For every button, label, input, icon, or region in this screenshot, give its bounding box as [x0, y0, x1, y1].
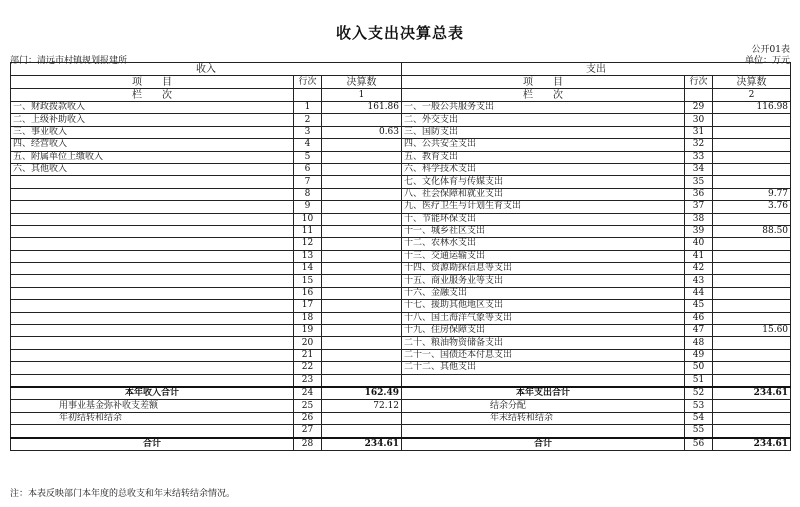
table-row [11, 126, 791, 138]
expense-amount: 15.60 [713, 325, 791, 337]
income-item [11, 176, 294, 188]
expense-item: 十四、资源勘探信息等支出 [402, 263, 685, 275]
income-item [11, 287, 294, 299]
expense-item: 十二、农林水支出 [402, 238, 685, 250]
expense-amount [713, 139, 791, 151]
income-item: 二、上级补助收入 [11, 114, 294, 126]
income-line: 11 [294, 225, 322, 237]
income-item: 一、财政拨款收入 [11, 102, 294, 114]
expense-line-header: 行次 [685, 76, 713, 89]
year-income-total-line: 24 [294, 387, 322, 400]
expense-amount [713, 287, 791, 299]
fund-label: 用事业基金弥补收支差额 [11, 400, 294, 412]
income-amount [322, 151, 402, 163]
income-item [11, 362, 294, 374]
income-line: 13 [294, 250, 322, 262]
income-line: 10 [294, 213, 322, 225]
expense-item: 十六、金融支出 [402, 287, 685, 299]
expense-amount [713, 362, 791, 374]
income-line: 3 [294, 126, 322, 138]
end-carryover-amount [713, 412, 791, 424]
table-row [11, 238, 791, 250]
table-row [11, 114, 791, 126]
income-line: 1 [294, 102, 322, 114]
report-title: 收入支出决算总表 [335, 24, 464, 42]
expense-amount: 88.50 [713, 225, 791, 237]
income-amount [322, 176, 402, 188]
footnote: 注：本表反映部门本年度的总收支和年末结转结余情况。 [10, 489, 236, 499]
expense-item: 十八、国土海洋气象等支出 [402, 312, 685, 324]
expense-amount [713, 337, 791, 349]
income-amount [322, 349, 402, 361]
income-line: 20 [294, 337, 322, 349]
expense-section-header: 支出 [402, 63, 791, 76]
expense-line: 37 [685, 201, 713, 213]
income-item-header: 项 目 [11, 76, 294, 89]
year-total-row [11, 387, 791, 400]
income-item [11, 374, 294, 387]
expense-amount [713, 263, 791, 275]
section-header-row [11, 63, 791, 76]
income-amount [322, 275, 402, 287]
expense-line: 51 [685, 374, 713, 387]
income-amount [322, 300, 402, 312]
expense-item: 十五、商业服务业等支出 [402, 275, 685, 287]
table-row [11, 201, 791, 213]
surplus-distribution-line: 53 [685, 400, 713, 412]
blank-row [11, 425, 791, 438]
expense-line: 50 [685, 362, 713, 374]
expense-item: 七、文化体育与传媒支出 [402, 176, 685, 188]
income-item [11, 188, 294, 200]
income-item [11, 337, 294, 349]
table-row [11, 337, 791, 349]
expense-amount [713, 312, 791, 324]
income-amount [322, 337, 402, 349]
expense-column-label: 栏 次 [402, 89, 685, 102]
expense-line: 43 [685, 275, 713, 287]
expense-line: 35 [685, 176, 713, 188]
expense-line: 38 [685, 213, 713, 225]
expense-amount: 116.98 [713, 102, 791, 114]
table-row [11, 325, 791, 337]
expense-line: 48 [685, 337, 713, 349]
expense-line: 33 [685, 151, 713, 163]
table-row [11, 225, 791, 237]
income-item [11, 275, 294, 287]
expense-line: 42 [685, 263, 713, 275]
expense-column-number: 2 [713, 89, 791, 102]
income-amount [322, 201, 402, 213]
expense-line: 47 [685, 325, 713, 337]
income-item: 五、附属单位上缴收入 [11, 151, 294, 163]
income-item: 三、事业收入 [11, 126, 294, 138]
income-amount [322, 374, 402, 387]
income-amount [322, 250, 402, 262]
expense-line: 40 [685, 238, 713, 250]
department-label: 部门：清远市村镇规划报建所 [10, 56, 128, 66]
expense-line: 41 [685, 250, 713, 262]
income-item [11, 325, 294, 337]
table-row [11, 374, 791, 387]
fund-row [11, 400, 791, 412]
table-row [11, 213, 791, 225]
begin-carryover-label: 年初结转和结余 [11, 412, 294, 424]
income-item [11, 201, 294, 213]
expense-amount [713, 163, 791, 175]
table-row [11, 349, 791, 361]
table-row [11, 250, 791, 262]
expense-line: 31 [685, 126, 713, 138]
expense-line: 39 [685, 225, 713, 237]
income-amount [322, 225, 402, 237]
table-row [11, 312, 791, 324]
expense-line: 44 [685, 287, 713, 299]
expense-amount [713, 238, 791, 250]
year-expense-total-line: 52 [685, 387, 713, 400]
blank-expense-line: 55 [685, 425, 713, 438]
income-amount [322, 163, 402, 175]
expense-line: 29 [685, 102, 713, 114]
income-amount: 161.86 [322, 102, 402, 114]
year-income-total-label: 本年收入合计 [11, 387, 294, 400]
table-row [11, 362, 791, 374]
expense-item: 五、教育支出 [402, 151, 685, 163]
income-line: 21 [294, 349, 322, 361]
expense-line: 34 [685, 163, 713, 175]
income-line: 12 [294, 238, 322, 250]
expense-item: 四、公共安全支出 [402, 139, 685, 151]
income-amount [322, 114, 402, 126]
expense-amount [713, 126, 791, 138]
end-carryover-label: 年末结转和结余 [402, 412, 685, 424]
income-grand-total-label: 合计 [11, 438, 294, 451]
income-line: 7 [294, 176, 322, 188]
income-amount [322, 213, 402, 225]
column-header-row [11, 76, 791, 89]
income-amount [322, 263, 402, 275]
income-line: 15 [294, 275, 322, 287]
expense-amount [713, 213, 791, 225]
expense-amount [713, 114, 791, 126]
expense-item-header: 项 目 [402, 76, 685, 89]
income-line: 9 [294, 201, 322, 213]
expense-item: 二、外交支出 [402, 114, 685, 126]
income-line: 23 [294, 374, 322, 387]
column-number-row [11, 89, 791, 102]
table-row [11, 275, 791, 287]
expense-item: 二十、粮油物资储备支出 [402, 337, 685, 349]
expense-item: 十一、城乡社区支出 [402, 225, 685, 237]
expense-amount: 3.76 [713, 201, 791, 213]
form-code: 公开01表 [751, 45, 790, 55]
empty-cell [402, 425, 685, 438]
income-amount [322, 325, 402, 337]
income-item: 四、经营收入 [11, 139, 294, 151]
income-column-number: 1 [322, 89, 402, 102]
expense-amount: 9.77 [713, 188, 791, 200]
income-line: 6 [294, 163, 322, 175]
expense-item: 九、医疗卫生与计划生育支出 [402, 201, 685, 213]
expense-line: 30 [685, 114, 713, 126]
income-section-header: 收入 [11, 63, 402, 76]
income-item [11, 225, 294, 237]
income-line-header: 行次 [294, 76, 322, 89]
blank-income-line: 27 [294, 425, 322, 438]
expense-amount [713, 151, 791, 163]
expense-line: 49 [685, 349, 713, 361]
income-amount [322, 238, 402, 250]
summary-table [10, 62, 791, 451]
table-row [11, 287, 791, 299]
year-expense-total-label: 本年支出合计 [402, 387, 685, 400]
income-line: 17 [294, 300, 322, 312]
income-grand-total-amount: 234.61 [322, 438, 402, 451]
income-amount [322, 287, 402, 299]
expense-item: 三、国防支出 [402, 126, 685, 138]
table-row [11, 163, 791, 175]
income-amount [322, 312, 402, 324]
table-row [11, 139, 791, 151]
expense-item: 六、科学技术支出 [402, 163, 685, 175]
expense-amount [713, 275, 791, 287]
income-line: 14 [294, 263, 322, 275]
surplus-distribution-amount [713, 400, 791, 412]
empty-cell [322, 425, 402, 438]
unit-label: 单位：万元 [744, 56, 790, 66]
income-grand-total-line: 28 [294, 438, 322, 451]
table-row [11, 188, 791, 200]
income-line: 5 [294, 151, 322, 163]
begin-carryover-line: 26 [294, 412, 322, 424]
income-item [11, 349, 294, 361]
income-amount [322, 362, 402, 374]
income-line: 18 [294, 312, 322, 324]
income-line: 19 [294, 325, 322, 337]
expense-item: 二十一、国债还本付息支出 [402, 349, 685, 361]
income-line: 22 [294, 362, 322, 374]
table-row [11, 151, 791, 163]
year-expense-total-amount: 234.61 [713, 387, 791, 400]
expense-line: 45 [685, 300, 713, 312]
income-item [11, 238, 294, 250]
income-amount [322, 139, 402, 151]
income-item [11, 312, 294, 324]
expense-item [402, 374, 685, 387]
table-row [11, 102, 791, 114]
income-line: 16 [294, 287, 322, 299]
expense-item: 十七、援助其他地区支出 [402, 300, 685, 312]
year-income-total-amount: 162.49 [322, 387, 402, 400]
expense-grand-total-line: 56 [685, 438, 713, 451]
expense-grand-total-amount: 234.61 [713, 438, 791, 451]
expense-line: 46 [685, 312, 713, 324]
expense-amount [713, 349, 791, 361]
expense-item: 十、节能环保支出 [402, 213, 685, 225]
income-item [11, 263, 294, 275]
expense-amount [713, 250, 791, 262]
table-row [11, 300, 791, 312]
grand-total-row [11, 438, 791, 451]
income-line: 4 [294, 139, 322, 151]
empty-cell [685, 89, 713, 102]
income-item [11, 300, 294, 312]
expense-grand-total-label: 合计 [402, 438, 685, 451]
expense-item: 十九、住房保障支出 [402, 325, 685, 337]
income-amount [322, 188, 402, 200]
income-amount: 0.63 [322, 126, 402, 138]
expense-amount [713, 300, 791, 312]
income-item: 六、其他收入 [11, 163, 294, 175]
expense-amount [713, 176, 791, 188]
expense-item: 一、一般公共服务支出 [402, 102, 685, 114]
expense-item: 八、社会保障和就业支出 [402, 188, 685, 200]
table-row [11, 176, 791, 188]
empty-cell [11, 425, 294, 438]
income-amount-header: 决算数 [322, 76, 402, 89]
income-item [11, 213, 294, 225]
expense-line: 36 [685, 188, 713, 200]
surplus-distribution-label: 结余分配 [402, 400, 685, 412]
expense-amount [713, 374, 791, 387]
end-carryover-line: 54 [685, 412, 713, 424]
expense-line: 32 [685, 139, 713, 151]
table-row [11, 263, 791, 275]
expense-item: 二十二、其他支出 [402, 362, 685, 374]
expense-amount-header: 决算数 [713, 76, 791, 89]
expense-item: 十三、交通运输支出 [402, 250, 685, 262]
fund-line: 25 [294, 400, 322, 412]
empty-cell [713, 425, 791, 438]
fund-amount: 72.12 [322, 400, 402, 412]
income-column-label: 栏 次 [11, 89, 294, 102]
begin-carryover-amount [322, 412, 402, 424]
income-line: 8 [294, 188, 322, 200]
carryover-row [11, 412, 791, 424]
income-line: 2 [294, 114, 322, 126]
empty-cell [294, 89, 322, 102]
income-item [11, 250, 294, 262]
